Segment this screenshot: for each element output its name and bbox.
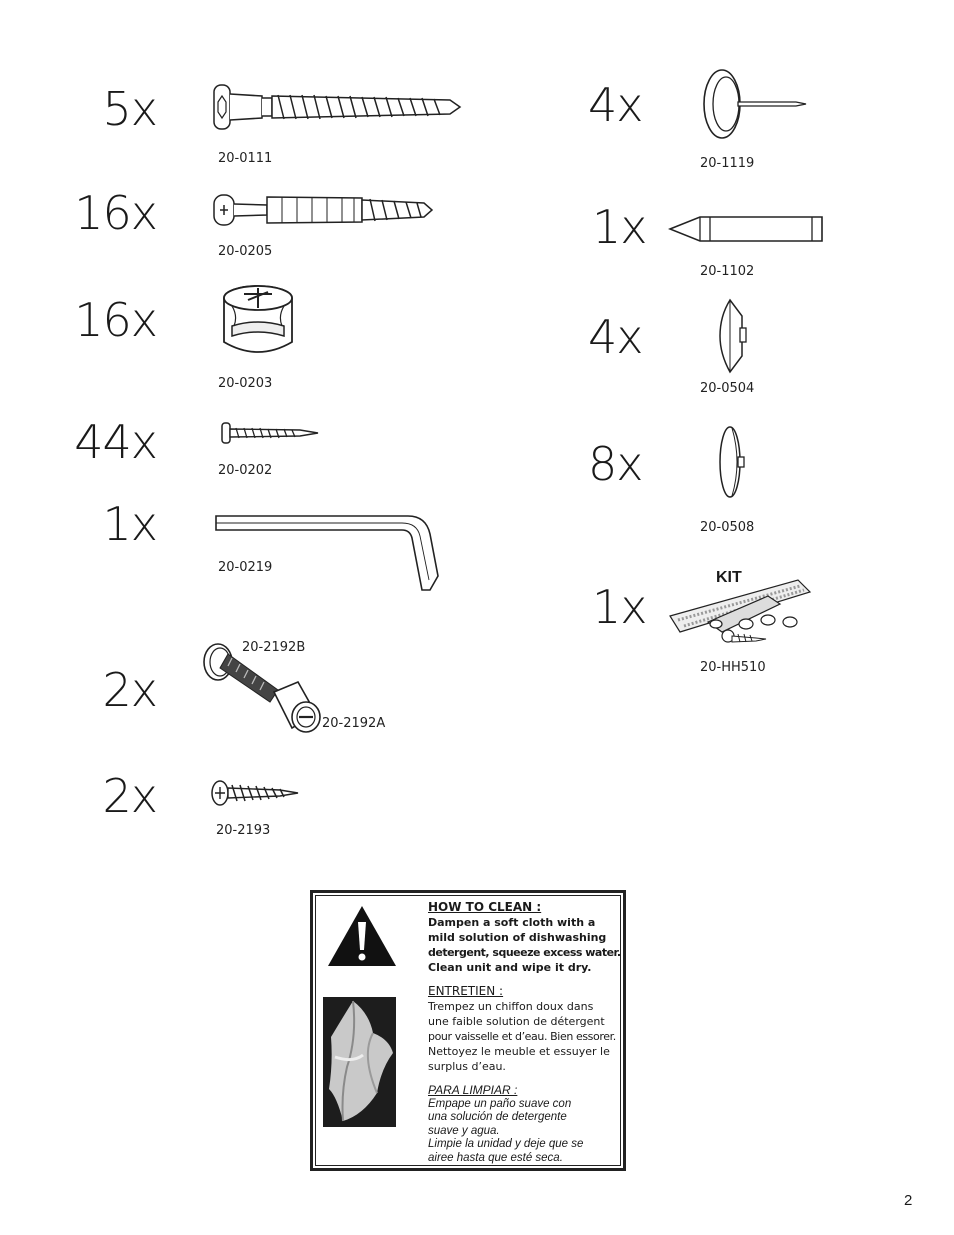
part-code-20-0205: 20-0205 [218, 244, 273, 259]
wood-screw-icon [210, 778, 300, 808]
part-code-20-HH510: 20-HH510 [700, 660, 766, 675]
page-number: 2 [904, 1192, 913, 1209]
cloth-image [323, 997, 396, 1127]
clean-en-line: Dampen a soft cloth with a [428, 916, 596, 929]
part-code-20-1119: 20-1119 [700, 156, 755, 171]
qty-20-0508: 8x [588, 437, 643, 491]
part-code-20-2192B: 20-2192B [242, 640, 306, 655]
part-code-20-0508: 20-0508 [700, 520, 755, 535]
touch-up-crayon-icon [668, 214, 826, 244]
clean-es-text [428, 1084, 628, 1165]
shelf-support-pin-icon [716, 296, 750, 376]
part-code-20-0203: 20-0203 [218, 376, 273, 391]
clean-es-line: suave y agua. [428, 1124, 500, 1137]
qty-20-2193: 2x [102, 769, 157, 823]
clean-es-heading: PARA LIMPIAR : [428, 1083, 518, 1097]
part-code-20-0504: 20-0504 [700, 381, 755, 396]
cam-lock-icon [218, 282, 298, 362]
nail-glide-icon [700, 66, 810, 146]
clean-en-text [428, 900, 628, 975]
cleaning-instructions-box [310, 890, 626, 1171]
clean-fr-line: une faible solution de détergent [428, 1015, 605, 1028]
qty-20-1119: 4x [588, 78, 643, 132]
clean-fr-line: Trempez un chiffon doux dans [428, 1000, 594, 1013]
part-code-20-0219: 20-0219 [218, 560, 273, 575]
qty-20-0202: 44x [74, 415, 157, 469]
part-code-20-2192A: 20-2192A [322, 716, 386, 731]
clean-es-line: airee hasta que esté seca. [428, 1151, 563, 1164]
qty-20-1102: 1x [592, 200, 647, 254]
qty-20-HH510: 1x [592, 580, 647, 634]
peg-glide-icon [716, 424, 750, 500]
clean-en-line: Clean unit and wipe it dry. [428, 961, 592, 974]
qty-20-2192: 2x [102, 663, 157, 717]
qty-20-0504: 4x [588, 310, 643, 364]
clean-fr-heading: ENTRETIEN : [428, 984, 504, 998]
clean-fr-line: Nettoyez le meuble et essuyer le [428, 1045, 610, 1058]
qty-20-0111: 5x [102, 82, 157, 136]
clean-en-line: mild solution of dishwashing [428, 931, 607, 944]
clean-fr-line: pour vaisselle et d’eau. Bien essorer. [428, 1030, 616, 1043]
part-code-20-0202: 20-0202 [218, 463, 273, 478]
joint-connector-bolt-icon [212, 82, 462, 132]
qty-20-0203: 16x [74, 293, 157, 347]
warning-icon [326, 904, 398, 973]
part-code-20-0111: 20-0111 [218, 151, 273, 166]
qty-20-0205: 16x [74, 186, 157, 240]
clean-en-heading: HOW TO CLEAN : [428, 900, 542, 914]
allen-key-icon [212, 512, 444, 594]
qty-20-0219: 1x [102, 497, 157, 551]
clean-fr-line: surplus d’eau. [428, 1060, 506, 1073]
clean-es-line: una solución de detergente [428, 1111, 567, 1123]
part-code-20-1102: 20-1102 [700, 264, 755, 279]
cam-dowel-bolt-icon [212, 185, 437, 235]
anti-tip-strap-kit-icon [668, 576, 814, 658]
clean-en-line: detergent, squeeze excess water. [428, 946, 621, 959]
part-code-20-2193: 20-2193 [216, 823, 271, 838]
clean-es-line: Limpie la unidad y deje que se [428, 1138, 584, 1150]
clean-es-line: Empape un paño suave con [428, 1097, 572, 1110]
small-screw-icon [220, 420, 320, 446]
kit-label: KIT [716, 569, 742, 586]
clean-fr-text [428, 984, 628, 1074]
